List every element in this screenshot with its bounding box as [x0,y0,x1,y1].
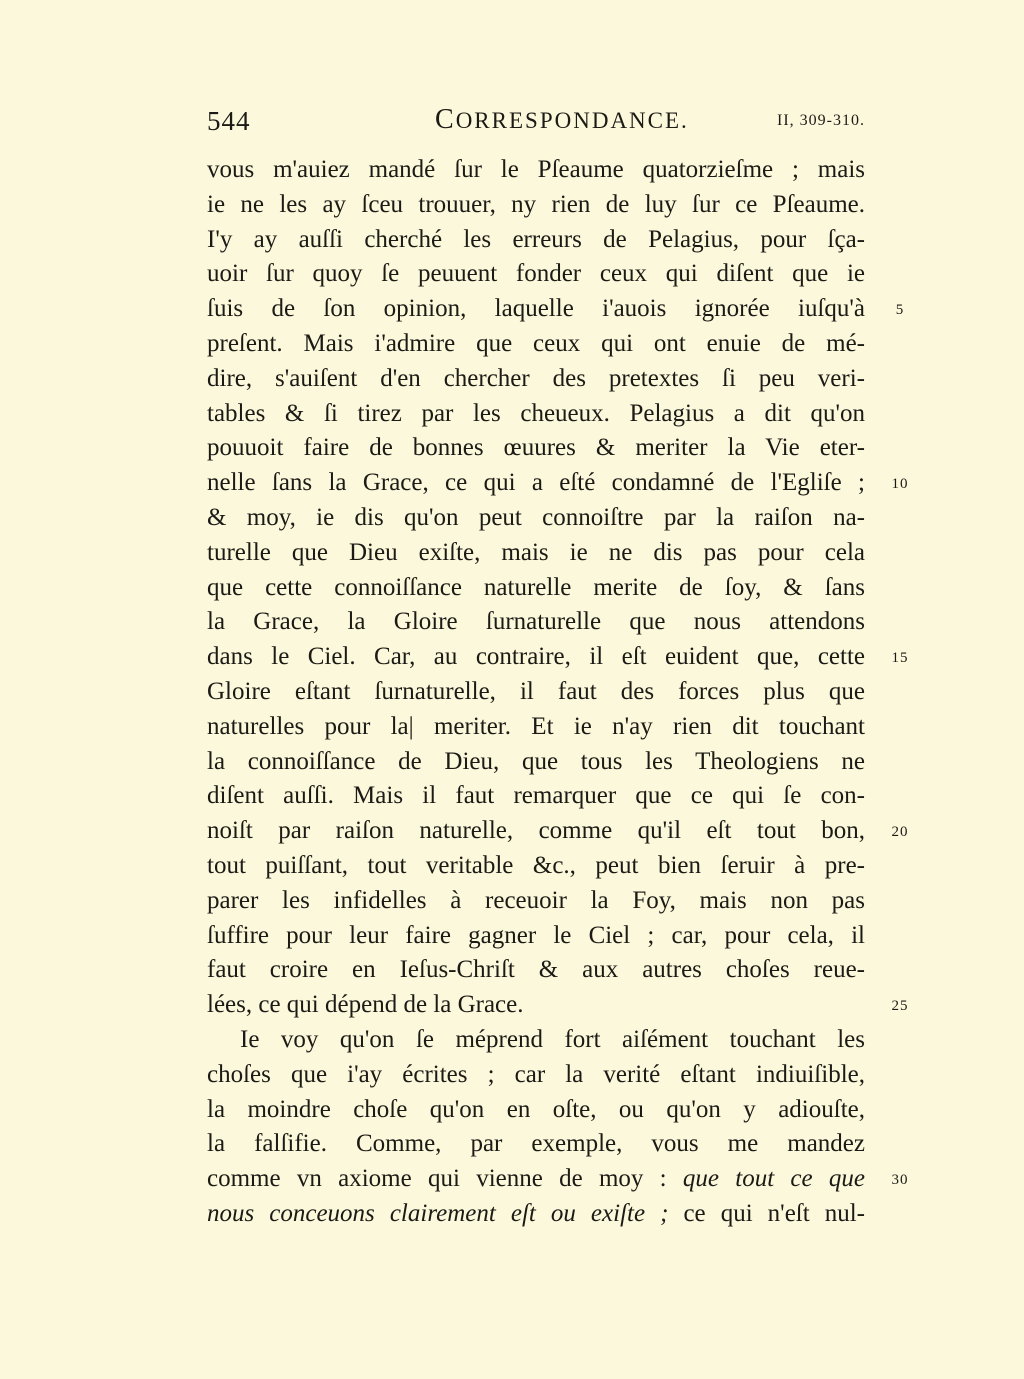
running-title-initial: C [435,104,456,135]
page-header [207,104,867,144]
text-line: preſent. Mais i'admire que ceux qui ont enuie de mé- [207,330,865,357]
margin-line-number: 15 [891,650,909,667]
margin-line-number: 25 [891,998,909,1015]
text-line: turelle que Dieu exiſte, mais ie ne dis pas pour cela [207,538,865,566]
text-line: parer les infidelles à receuoir la Foy, mais non pas [207,886,865,914]
text-line [207,1199,865,1229]
text-line: la falſifie. Comme, par exemple, vous me mandez [207,1130,865,1158]
running-title [435,104,689,136]
text-line: I'y ay auſſi cherché les erreurs de Pelagius, pour ſça- [207,225,865,253]
page-number: 544 [207,106,251,136]
text-line: la Grace, la Gloire ſurnaturelle que nous attendons [207,608,865,636]
text-line: nelle ſans la Grace, ce qui a eſté condamné de l'Egliſe ; [207,469,865,497]
text-span: ce qui n'eſt nul- [668,1200,865,1227]
text-line: dire, s'auiſent d'en chercher des pretextes ſi peu veri- [207,364,865,392]
text-line: faut croire en Ieſus-Chriſt & aux autres choſes reue- [207,956,865,984]
text-line [207,1164,865,1194]
text-line: ſuffire pour leur faire gagner le Ciel ; car, pour cela, il [207,921,865,949]
text-line: uoir ſur quoy ſe peuuent fonder ceux qui diſent que ie [207,260,865,288]
text-line: lées, ce qui dépend de la Grace. [207,991,524,1019]
text-line: dans le Ciel. Car, au contraire, il eſt euident que, cette [207,643,865,671]
text-line: & moy, ie dis qu'on peut connoiſtre par la raiſon na- [207,504,865,531]
text-line: tout puiſſant, tout veritable &c., peut bien ſeruir à pre- [207,852,865,879]
margin-line-number: 10 [891,476,909,493]
text-line: ie ne les ay ſceu trouuer, ny rien de luy ſur ce Pſeaume. [207,190,865,218]
text-span: comme vn axiome qui vienne de moy : [207,1165,683,1193]
text-line: la moindre choſe qu'on en oſte, ou qu'on y adiouſte, [207,1095,865,1123]
text-line: Ie voy qu'on ſe méprend fort aiſément touchant les [240,1026,865,1053]
text-line: la connoiſſance de Dieu, que tous les Theologiens ne [207,747,865,775]
quoted-axiom: que tout ce que [682,1165,865,1193]
margin-line-number: 20 [891,824,909,841]
text-line: noiſt par raiſon naturelle, comme qu'il eſt tout bon, [207,817,865,845]
margin-line-number: 5 [895,302,905,319]
text-line: choſes que i'ay écrites ; car la verité eſtant indiuiſible, [207,1060,865,1088]
text-line: que cette connoiſſance naturelle merite de ſoy, & ſans [207,573,865,601]
text-line: naturelles pour la| meriter. Et ie n'ay rien dit touchant [207,712,865,740]
text-line: tables & ſi tirez par les cheueux. Pelagius a dit qu'on [207,399,865,427]
text-line: ſuis de ſon opinion, laquelle i'auois ignorée iuſqu'à [207,295,865,323]
text-line: Gloire eſtant ſurnaturelle, il faut des forces plus que [207,678,865,705]
text-line: diſent auſſi. Mais il faut remarquer que ce qui ſe con- [207,782,865,810]
text-line: pouuoit faire de bonnes œuures & meriter la Vie eter- [207,434,865,462]
edition-reference: II, 309-310. [777,112,865,129]
running-title-rest: ORRESPONDANCE. [455,108,689,133]
text-line: vous m'auiez mandé ſur le Pſeaume quatorzieſme ; mais [207,156,865,183]
quoted-axiom: nous conceuons clairement eſt ou exiſte ; [207,1200,669,1227]
margin-line-number: 30 [891,1172,909,1189]
